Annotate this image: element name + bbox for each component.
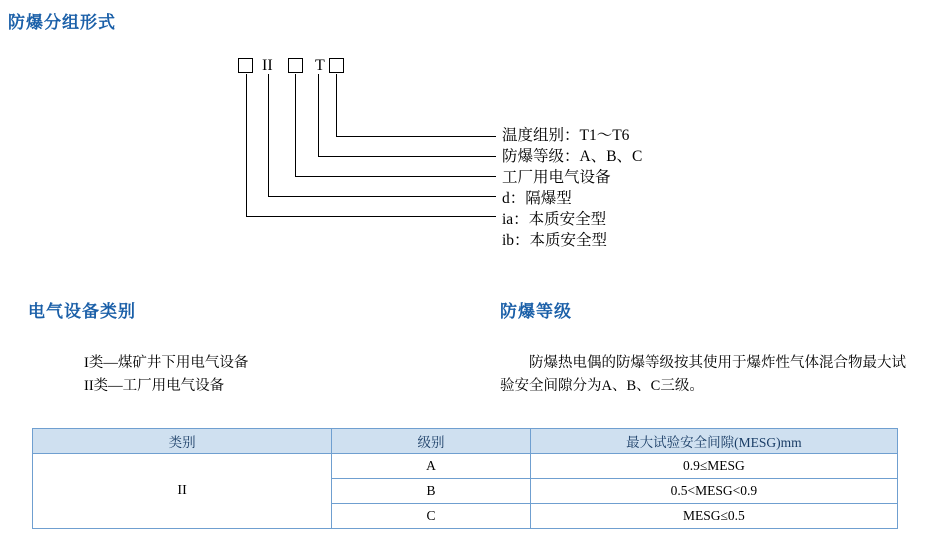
leader-hline-type (268, 196, 496, 197)
code-box-2 (288, 58, 303, 73)
legend-type-ib: ib：本质安全型 (502, 232, 608, 249)
leader-hline-grade (318, 156, 496, 157)
table-cell-grade: B (332, 479, 531, 504)
legend-type-d: d：隔爆型 (502, 190, 572, 207)
table-header-mesg: 最大试验安全间隙(MESG)mm (530, 429, 897, 454)
code-box-1 (238, 58, 253, 73)
code-symbol-t: T (315, 57, 325, 74)
leader-vline-equipment (295, 74, 296, 176)
table-header-category: 类别 (33, 429, 332, 454)
table-cell-grade: C (332, 504, 531, 529)
leader-hline-temperature (336, 136, 496, 137)
category-list (84, 352, 248, 398)
table-header-row (33, 429, 898, 454)
legend-explosion-grade: 防爆等级：A、B、C (502, 148, 643, 165)
section-title-grade: 防爆等级 (500, 302, 572, 321)
leader-vline-extra (246, 74, 247, 216)
legend-type-ia: ia：本质安全型 (502, 211, 607, 228)
table-cell-category: II (33, 454, 332, 529)
table-header-grade: 级别 (332, 429, 531, 454)
table-cell-mesg: MESG≤0.5 (530, 504, 897, 529)
section-title-category: 电气设备类别 (28, 302, 136, 321)
table-cell-grade: A (332, 454, 531, 479)
mesg-table (32, 428, 898, 529)
leader-vline-temperature (336, 74, 337, 136)
leader-hline-equipment (295, 176, 496, 177)
explosion-proof-code-diagram (230, 50, 710, 275)
legend-factory-equipment: 工厂用电气设备 (502, 169, 611, 186)
legend-temperature-group: 温度组别：T1～T6 (502, 127, 630, 144)
leader-vline-type (268, 74, 269, 196)
category-line-1: I类—煤矿井下用电气设备 (84, 355, 249, 371)
leader-vline-grade (318, 74, 319, 156)
leader-hline-extra (246, 216, 496, 217)
table-cell-mesg: 0.9≤MESG (530, 454, 897, 479)
page-title: 防爆分组形式 (8, 13, 116, 32)
grade-paragraph: 防爆热电偶的防爆等级按其使用于爆炸性气体混合物最大试验安全间隙分为A、B、C三级。 (500, 355, 906, 394)
table-cell-mesg: 0.5<MESG<0.9 (530, 479, 897, 504)
mesg-table-wrapper (32, 428, 898, 529)
code-box-3 (329, 58, 344, 73)
table-row (33, 454, 898, 479)
code-symbol-roman: II (262, 57, 273, 74)
category-line-2: II类—工厂用电气设备 (84, 378, 225, 394)
